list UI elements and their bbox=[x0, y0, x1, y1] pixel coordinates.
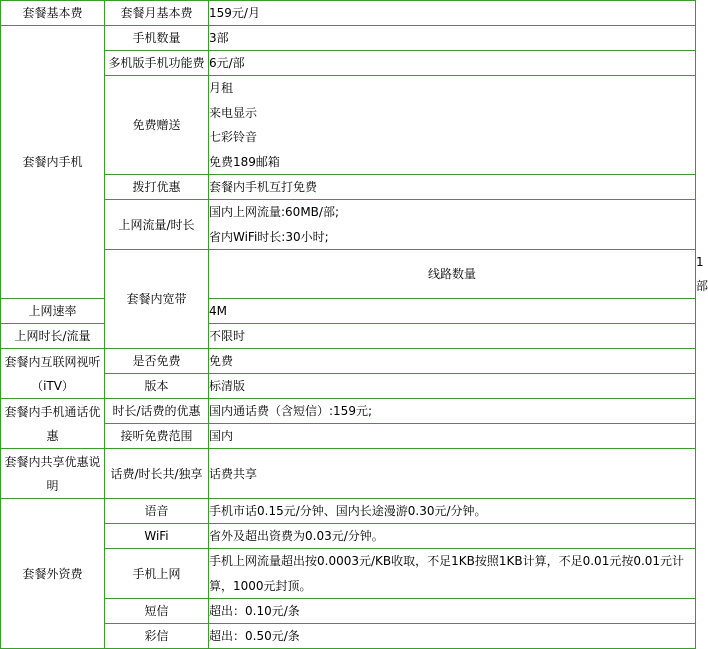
group-label-voice bbox=[1, 399, 105, 449]
table-row bbox=[1, 424, 696, 449]
table-row bbox=[1, 549, 696, 599]
table-row bbox=[1, 449, 696, 499]
item-label: 拨打优惠 bbox=[105, 175, 209, 200]
list-item: 七彩铃音 bbox=[209, 130, 258, 144]
item-value: 4M bbox=[209, 299, 696, 324]
item-value: 159元/月 bbox=[209, 1, 696, 26]
item-label: 语音 bbox=[105, 499, 209, 524]
table-row bbox=[1, 200, 696, 250]
table-row bbox=[1, 26, 696, 51]
group-label-line: 套餐内互联网视听 bbox=[4, 354, 101, 369]
item-value: 套餐内手机互打免费 bbox=[209, 175, 696, 200]
item-label: 彩信 bbox=[105, 624, 209, 649]
item-value: 手机市话0.15元/分钟、国内长途漫游0.30元/分钟。 bbox=[209, 499, 696, 524]
item-value-list bbox=[209, 549, 696, 599]
table-row bbox=[1, 349, 696, 374]
item-label: 免费赠送 bbox=[105, 76, 209, 175]
item-label: 版本 bbox=[105, 374, 209, 399]
list-item: 月租 bbox=[209, 81, 234, 95]
table-row bbox=[1, 499, 696, 524]
group-label-line: 套餐内共享优惠说 bbox=[4, 454, 101, 469]
table-row bbox=[1, 374, 696, 399]
table-row: 套餐内宽带 线路数量 1部 bbox=[1, 250, 696, 299]
group-label-line: （iTV） bbox=[31, 378, 74, 393]
group-label-phone: 套餐内手机 bbox=[1, 26, 105, 299]
table-row bbox=[1, 599, 696, 624]
item-label: 线路数量 bbox=[209, 250, 696, 299]
item-label: 是否免费 bbox=[105, 349, 209, 374]
item-value: 3部 bbox=[209, 26, 696, 51]
table-row bbox=[1, 175, 696, 200]
item-label: 上网时长/流量 bbox=[1, 324, 105, 349]
item-label: 短信 bbox=[105, 599, 209, 624]
table-row bbox=[1, 51, 696, 76]
item-label: 接听免费范围 bbox=[105, 424, 209, 449]
group-label-line: 惠 bbox=[46, 428, 59, 443]
item-label: 多机版手机功能费 bbox=[105, 51, 209, 76]
item-label: 手机数量 bbox=[105, 26, 209, 51]
list-item: 来电显示 bbox=[209, 105, 258, 120]
item-label: 上网流量/时长 bbox=[105, 200, 209, 250]
table-row bbox=[1, 399, 696, 424]
value-line: 手机上网流量超出按0.0003元/KB收取，不足1KB按照1KB计算，不足0.01元按0.01元计 bbox=[209, 554, 685, 568]
list-item: 国内上网流量:60MB/部; bbox=[209, 205, 339, 219]
table-row bbox=[1, 524, 696, 549]
group-label-broadband: 套餐内宽带 bbox=[105, 250, 209, 349]
item-value: 标清版 bbox=[209, 374, 696, 399]
item-label: 话费/时长共/独享 bbox=[105, 449, 209, 499]
list-item: 免费189邮箱 bbox=[209, 154, 280, 169]
group-label-itv bbox=[1, 349, 105, 399]
list-item: 省内WiFi时长:30小时; bbox=[209, 229, 329, 244]
value-line: 算，1000元封顶。 bbox=[209, 578, 312, 593]
group-label-base: 套餐基本费 bbox=[1, 1, 105, 26]
group-label-line: 套餐内手机通话优 bbox=[4, 404, 101, 419]
item-value: 话费共享 bbox=[209, 449, 696, 499]
item-value: 免费 bbox=[209, 349, 696, 374]
group-label-share bbox=[1, 449, 105, 499]
table-row bbox=[1, 1, 696, 26]
item-value-list bbox=[209, 200, 696, 250]
item-label: WiFi bbox=[105, 524, 209, 549]
item-label: 时长/话费的优惠 bbox=[105, 399, 209, 424]
item-label: 手机上网 bbox=[105, 549, 209, 599]
table-row bbox=[1, 76, 696, 175]
item-value-list bbox=[209, 76, 696, 175]
group-label-line: 明 bbox=[46, 478, 59, 493]
item-label: 套餐月基本费 bbox=[105, 1, 209, 26]
item-value: 不限时 bbox=[209, 324, 696, 349]
item-value: 6元/部 bbox=[209, 51, 696, 76]
item-value: 超出：0.50元/条 bbox=[209, 624, 696, 649]
item-value: 超出：0.10元/条 bbox=[209, 599, 696, 624]
table-row bbox=[1, 624, 696, 649]
group-label-extra: 套餐外资费 bbox=[1, 499, 105, 649]
item-value: 国内通话费（含短信）:159元; bbox=[209, 399, 696, 424]
item-label: 上网速率 bbox=[1, 299, 105, 324]
item-value: 国内 bbox=[209, 424, 696, 449]
item-value: 省外及超出资费为0.03元/分钟。 bbox=[209, 524, 696, 549]
